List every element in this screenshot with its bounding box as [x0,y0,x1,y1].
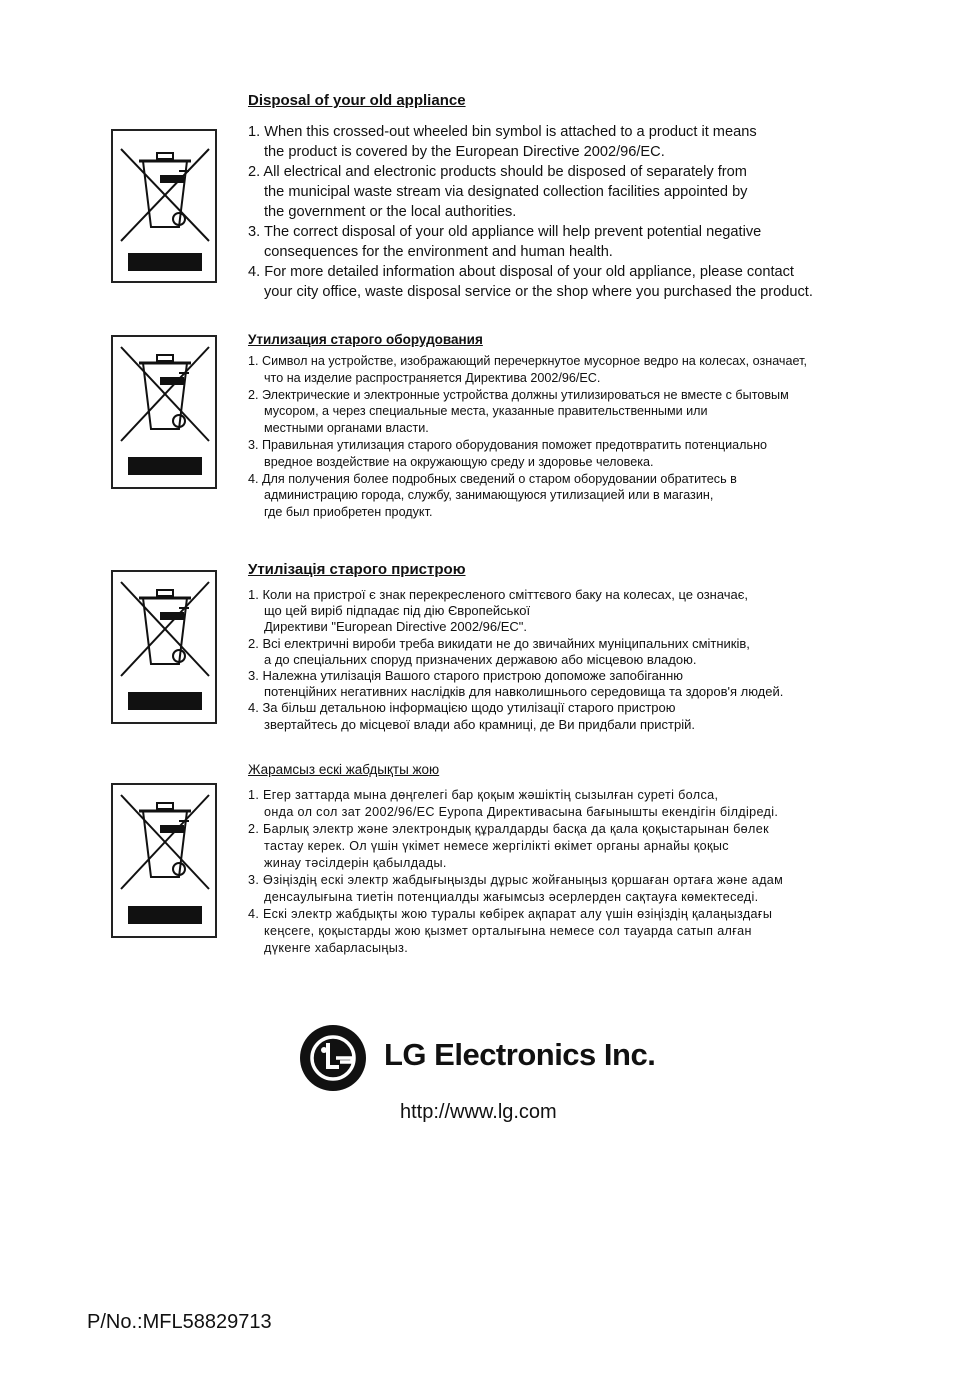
item-line: 3. Правильная утилизация старого оборудования поможет предотвратить потенциально [248,437,768,452]
symbol-black-bar [128,692,202,710]
item-line: 2. Барлық электр және электрондық құралдарды басқа да қала қоқыстарынан бөлек [248,822,769,836]
item-line: а до спеціальних споруд призначених державою або місцевою владою. [264,651,697,667]
list-item [248,262,813,302]
item-line: the product is covered by the European Directive 2002/96/EC. [264,144,665,160]
item-line: Директиви "European Directive 2002/96/EC". [264,619,528,635]
list-item [248,636,783,668]
item-line: 3. Өзіңіздің ескі электр жабдығыңызды дұрыс жойғаныңыз қоршаған ортаға және адам [248,873,784,887]
list-item [248,587,783,636]
list-item [248,222,813,262]
item-line: 2. All electrical and electronic products should be disposed of separately from [248,164,747,180]
item-line: the government or the local authorities. [264,204,517,220]
item-line: 3. Належна утилізація Вашого старого пристрою допоможе запобіганню [248,668,684,684]
item-line: consequences for the environment and human health. [264,244,613,260]
item-line: 1. Егер заттарда мына дөңгелегі бар қоқым жәшіктің сызылған суреті болса, [248,788,719,802]
item-line: 2. Всі електричні вироби треба викидати не до звичайних муніципальних смітників, [248,635,750,651]
list-item [248,787,783,821]
item-line: 2. Электрические и электронные устройства должны утилизироваться не вместе с бытовым [248,387,789,402]
item-line: потенційних негативних наслідків для навколишнього середовища та здоров'я людей. [264,684,784,700]
crossed-bin-symbol [111,783,217,938]
section-title: Disposal of your old appliance [248,92,466,109]
item-line: що цей виріб підпадає під дію Європейської [264,603,531,619]
item-line: местными органами власти. [264,421,429,436]
item-line: администрацию города, службу, занимающуюся утилизацией или в магазин, [264,488,714,503]
item-line: your city office, waste disposal service or the shop where you purchased the product. [264,284,813,300]
item-list [248,353,807,521]
symbol-black-bar [128,906,202,924]
list-item [248,872,783,906]
item-line: что на изделие распространяется Директива 2002/96/EC. [264,370,601,385]
item-line: кеңсеге, қоқыстарды жою қызмет орталығына немесе сол тауарда сатып алған [264,924,752,938]
symbol-black-bar [128,457,202,475]
brand-name: LG Electronics Inc. [384,1037,656,1072]
crossed-bin-symbol [111,570,217,724]
list-item [248,668,783,700]
list-item [248,437,807,471]
list-item [248,353,807,387]
item-line: 3. The correct disposal of your old appliance will help prevent potential negative [248,224,762,240]
list-item [248,821,783,872]
item-line: 4. За більш детальною інформацією щодо утилізації старого пристрою [248,700,676,716]
part-number: P/No.:MFL58829713 [87,1311,272,1333]
item-line: the municipal waste stream via designated collection facilities appointed by [264,184,748,200]
item-line: тастау керек. Ол үшін үкімет немесе жергілікті өкімет органы арнайы қоқыс [264,839,729,853]
item-line: 1. Символ на устройстве, изображающий перечеркнутое мусорное ведро на колесах, означает, [248,354,807,368]
item-line: мусором, а через специальные места, указанные правительственными или [264,404,708,419]
item-line: дүкенге хабарласыңыз. [264,941,409,955]
list-item [248,387,807,437]
item-line: 1. When this crossed-out wheeled bin symbol is attached to a product it means [248,124,757,140]
website-url[interactable]: http://www.lg.com [400,1101,557,1123]
list-item [248,471,807,521]
list-item [248,162,813,222]
list-item [248,122,813,162]
item-list [248,787,783,957]
crossed-bin-symbol [111,129,217,283]
item-line: 4. For more detailed information about disposal of your old appliance, please contact [248,264,794,280]
lg-emblem-icon [300,1025,366,1091]
item-line: звертайтесь до місцевої влади або крамниці, де Ви придбали пристрій. [264,716,695,732]
section-title: Жарамсыз ескі жабдықты жою [248,762,440,777]
item-line: где был приобретен продукт. [264,505,433,520]
item-line: вредное воздействие на окружающую среду и здоровье человека. [264,454,654,469]
symbol-black-bar [128,253,202,271]
item-line: 4. Ескі электр жабдықты жою туралы көбірек ақпарат алу үшін өзіңіздің қалаңыздағы [248,907,773,921]
item-line: 4. Для получения более подробных сведений о старом оборудовании обратитесь в [248,471,737,486]
list-item [248,906,783,957]
item-line: денсаулығына тиетін потенциалды жағымсыз әсерлерден сақтауға көмектеседі. [264,890,759,904]
crossed-bin-symbol [111,335,217,489]
section-title: Утилізація старого пристрою [248,561,466,578]
item-list [248,587,783,733]
list-item [248,700,783,732]
item-line: 1. Коли на пристрої є знак перекресленого сміттєвого баку на колесах, це означає, [248,587,749,602]
item-line: жинау тәсілдерін қабылдады. [264,856,447,870]
item-list [248,122,813,302]
item-line: онда ол сол зат 2002/96/ЕС Еуропа Директивасына бағынышты екендігін білдіреді. [264,805,779,819]
section-title: Утилизация старого оборудования [248,332,483,347]
